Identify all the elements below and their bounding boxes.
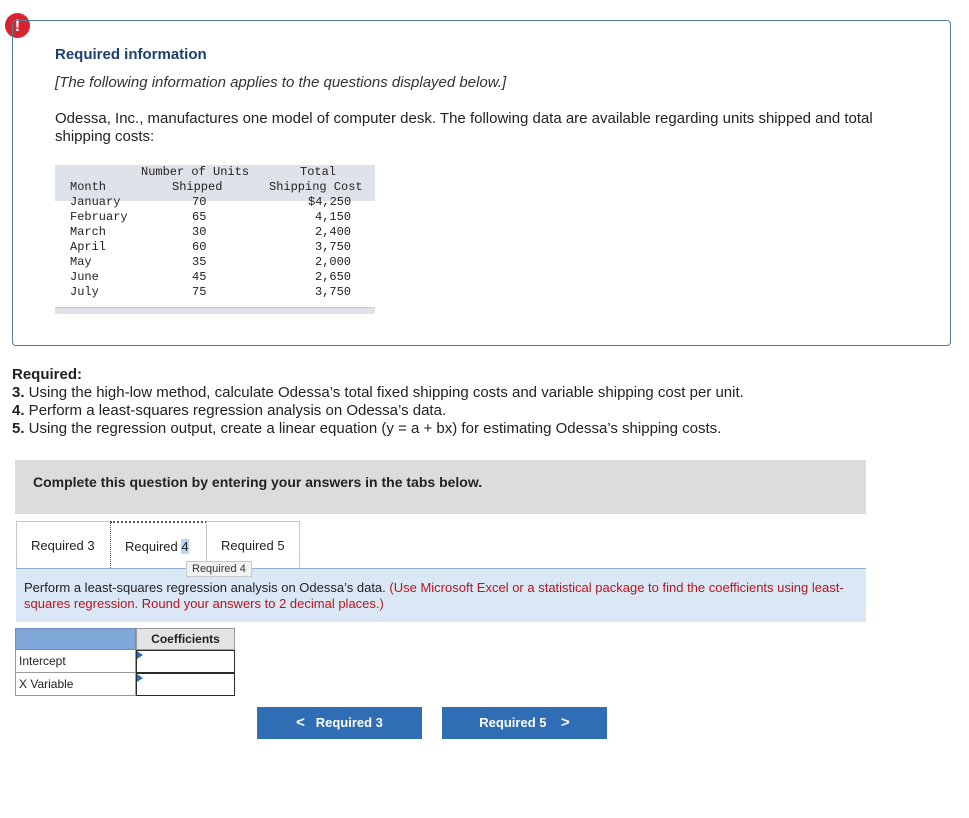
required-item-5: 5. Using the regression output, create a linear equation (y = a + bx) for estimating Odessa’s shipping costs. xyxy=(12,420,722,437)
intercept-input[interactable] xyxy=(137,651,234,672)
table-row-units: 30 xyxy=(192,225,207,239)
chevron-left-icon: < xyxy=(296,714,305,731)
info-paragraph: Odessa, Inc., manufactures one model of computer desk. The following data are available regarding units shipped and total shipping costs: xyxy=(55,110,873,145)
table-row-month: April xyxy=(70,240,107,254)
tab-required-3[interactable]: Required 3 xyxy=(16,521,111,568)
next-required-5-button[interactable] xyxy=(442,707,607,739)
table-row-month: January xyxy=(70,195,121,209)
table-row-units: 65 xyxy=(192,210,207,224)
table-row-units: 75 xyxy=(192,285,207,299)
table-row-cost: 4,150 xyxy=(315,210,352,224)
required-section xyxy=(12,366,952,438)
x-variable-label: X Variable xyxy=(15,673,136,696)
table-row-units: 70 xyxy=(192,195,207,209)
required-item-4: 4. Perform a least-squares regression analysis on Odessa’s data. xyxy=(12,402,447,419)
table-footer-bar xyxy=(55,307,375,314)
header-units-line2: Shipped xyxy=(172,180,223,194)
header-units-line1: Number of Units xyxy=(141,165,250,179)
complete-instructions-text: Complete this question by entering your answers in the tabs below. xyxy=(33,474,483,490)
table-row-units: 35 xyxy=(192,255,207,269)
table-row-month: May xyxy=(70,255,92,269)
previous-required-3-button[interactable] xyxy=(257,707,422,739)
table-row-month: March xyxy=(70,225,107,239)
panel-note: (Use Microsoft Excel or a statistical package to find the coefficients using least-squares regression. Round your answers to 2 decimal places.) xyxy=(24,580,844,611)
alert-icon: ! xyxy=(5,13,30,38)
complete-instructions-bar xyxy=(15,460,866,514)
x-variable-input-cell[interactable] xyxy=(136,673,235,696)
chevron-right-icon: > xyxy=(560,714,570,731)
table-row-cost: 3,750 xyxy=(315,285,352,299)
previous-button-label: Required 3 xyxy=(315,715,383,730)
table-row-cost: 2,000 xyxy=(315,255,352,269)
tab-required-4-number: 4 xyxy=(181,539,189,554)
header-month: Month xyxy=(70,180,107,194)
table-row-units: 60 xyxy=(192,240,207,254)
table-row-cost: $4,250 xyxy=(308,195,352,209)
panel-instruction-text: Perform a least-squares regression analysis on Odessa’s data. (Use Microsoft Excel or a statistical package to find the coefficients using least-squares regression. Round your answers to 2 decimal places.) xyxy=(24,580,844,611)
tab-tooltip: Required 4 xyxy=(186,561,252,577)
table-row-cost: 2,650 xyxy=(315,270,352,284)
next-button-label: Required 5 xyxy=(479,715,547,730)
table-row-month: July xyxy=(70,285,99,299)
header-cost-line1: Total xyxy=(300,165,337,179)
required-heading: Required: xyxy=(12,366,83,383)
coefficients-header: Coefficients xyxy=(136,628,235,650)
table-row-month: February xyxy=(70,210,128,224)
shipping-data-table xyxy=(55,165,375,313)
instructions-panel xyxy=(16,568,866,622)
required-item-3: 3. Using the high-low method, calculate Odessa’s total fixed shipping costs and variable shipping cost per unit. xyxy=(12,384,744,401)
info-title: Required information xyxy=(55,46,207,63)
tab-required-5[interactable]: Required 5 xyxy=(206,521,300,568)
header-cost-line2: Shipping Cost xyxy=(269,180,363,194)
table-row-cost: 3,750 xyxy=(315,240,352,254)
info-subtitle: [The following information applies to the questions displayed below.] xyxy=(55,74,507,91)
table-row-cost: 2,400 xyxy=(315,225,352,239)
answer-table-corner xyxy=(15,628,136,650)
intercept-input-cell[interactable] xyxy=(136,650,235,673)
intercept-label: Intercept xyxy=(15,650,136,673)
table-row-units: 45 xyxy=(192,270,207,284)
tab-required-4-label: Required xyxy=(125,539,182,554)
table-row-month: June xyxy=(70,270,99,284)
x-variable-input[interactable] xyxy=(137,674,234,695)
